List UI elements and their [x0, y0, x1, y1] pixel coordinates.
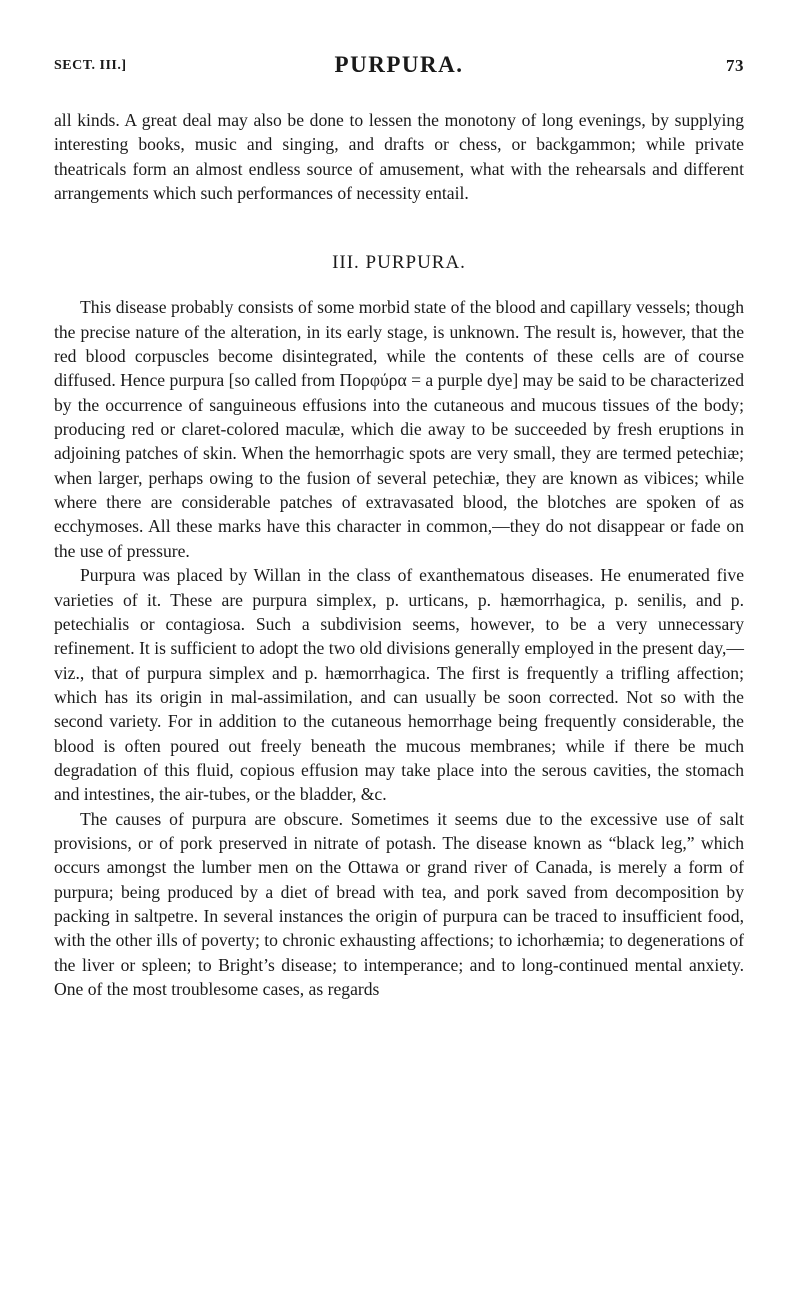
paragraph-varieties: Purpura was placed by Willan in the class of exanthematous diseases. He enumerated five varieties of it. These are purpura simplex, p. urticans, p. hæmorrhagica, p. senilis, and p. petechialis or contagiosa. Such a subdivision seems, however, to be a very unnecessary refinement. It is sufficient to adopt the two old divisions generally employed in the present day,—viz., that of purpura simplex and p. hæmorrhagica. The first is frequently a trifling affection; which has its origin in mal-assimilation, and can usually be soon corrected. Not so with the second variety. For in addition to the cutaneous hemorrhage being frequently considerable, the blood is often poured out freely beneath the mucous membranes; while if there be much degradation of this fluid, copious effusion may take place into the serous cavities, the stomach and intestines, the air-tubes, or the bladder, &c. [54, 565, 744, 805]
page-number: 73 [726, 56, 744, 75]
body-text [54, 108, 744, 1001]
book-page [54, 52, 744, 1001]
paragraph-continued: all kinds. A great deal may also be done to lessen the monotony of long evenings, by supplying interesting books, music and singing, and drafts or chess, or backgammon; while private theatricals form an almost endless source of amusement, what with the rehearsals and different arrangements which such performances of necessity entail. [54, 110, 744, 204]
paragraph-causes: The causes of purpura are obscure. Sometimes it seems due to the excessive use of salt provisions, or of pork preserved in nitrate of potash. The disease known as “black leg,” which occurs amongst the lumber men on the Ottawa or grand river of Canada, is merely a form of purpura; being produced by a diet of bread with tea, and pork saved from decomposition by packing in saltpetre. In several instances the origin of purpura can be traced to insufficient food, with the other ills of poverty; to chronic exhausting affections; to ichorhæmia; to degenerations of the liver or spleen; to Bright’s disease; to intemperance; and to long-continued mental anxiety. One of the most troublesome cases, as regards [54, 808, 744, 999]
page-title: PURPURA. [334, 52, 464, 77]
section-heading: III. PURPURA. [332, 252, 466, 274]
paragraph-definition: This disease probably consists of some morbid state of the blood and capillary vessels; though the precise nature of the alteration, in its early stage, is unknown. The result is, however, that the red blood corpuscles become disintegrated, while the contents of these cells are of course diffused. Hence purpura [so called from Πορφύρα = a purple dye] may be said to be characterized by the occurrence of sanguineous effusions into the cutaneous and mucous tissues of the body; producing red or claret-colored maculæ, which die away to be succeeded by fresh eruptions in adjoining patches of skin. When the hemorrhagic spots are very small, they are termed petechiæ; when larger, perhaps owing to the fusion of several petechiæ, they are known as vibices; while where there are considerable patches of extravasated blood, the blotches are spoken of as ecchymoses. All these marks have this character in common,—they do not disappear or fade on the use of pressure. [54, 297, 744, 561]
running-head [54, 52, 744, 82]
section-marker: SECT. III.] [54, 58, 127, 73]
